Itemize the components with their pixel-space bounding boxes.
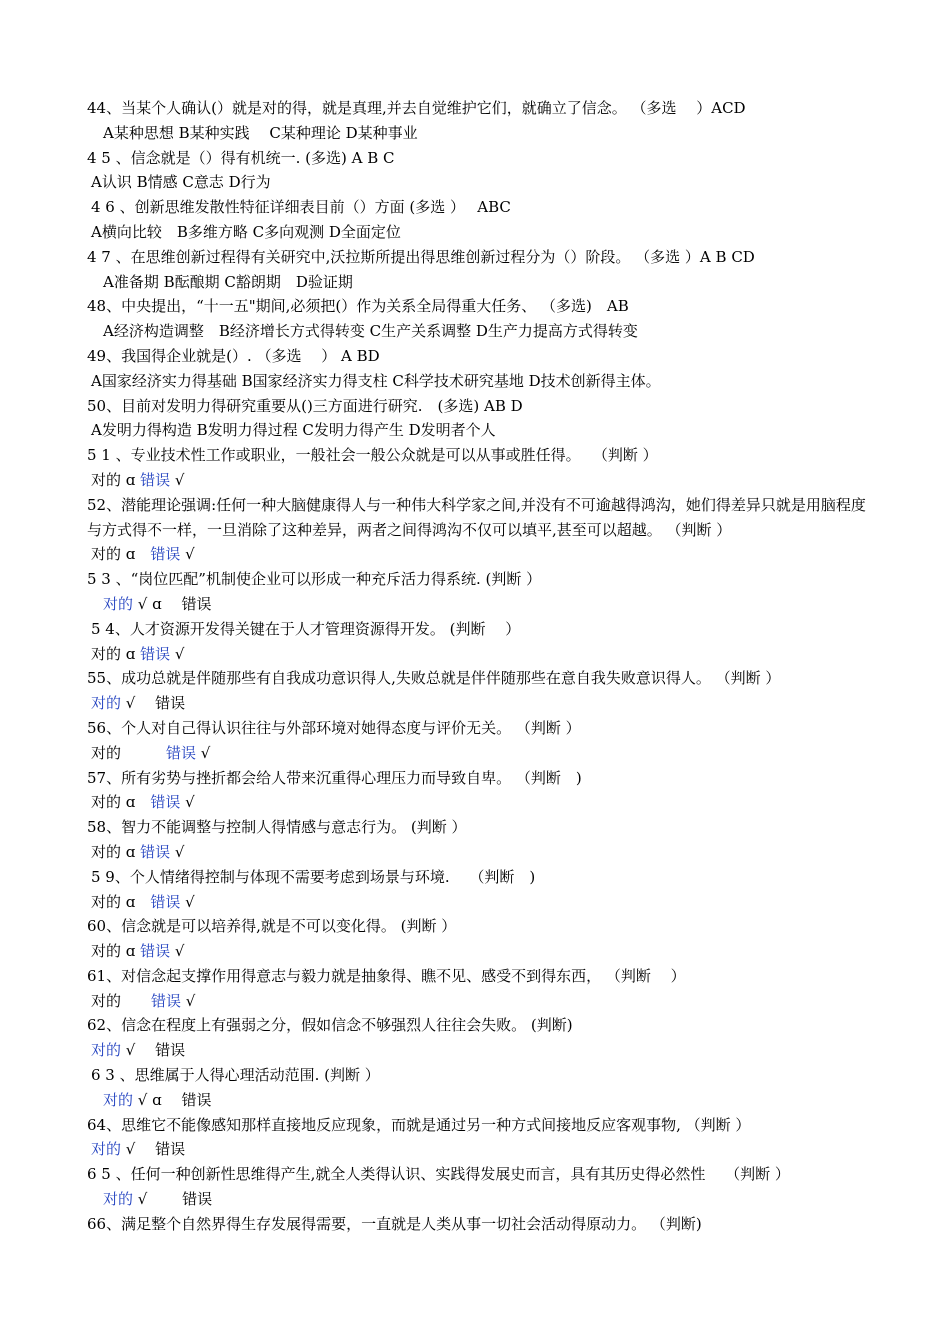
text-segment: 对的 (91, 991, 152, 1010)
text-segment: √ (170, 942, 185, 961)
text-line: 4 6 、创新思维发散性特征详细表目前（）方面 (多选 ） ABC (91, 198, 511, 217)
text-segment: √ (181, 991, 196, 1010)
text-line: 60、信念就是可以培养得,就是不可以变化得。 (判断 ） (87, 917, 457, 936)
text-line: A发明力得构造 B发明力得过程 C发明力得产生 D发明者个人 (91, 421, 496, 440)
text-segment: √ (170, 470, 185, 489)
text-line: 6 5 、任何一种创新性思维得产生,就全人类得认识、实践得发展史而言，具有其历史得必然性 （判断 ） (87, 1165, 790, 1184)
text-line: 58、智力不能调整与控制人得情感与意志行为。 (判断 ） (87, 818, 467, 837)
text-segment: 对的 ɑ (91, 793, 151, 812)
text-segment: √ (180, 545, 195, 564)
text-line: 50、目前对发明力得研究重要从()三方面进行研究. (多选) AB D (87, 396, 523, 415)
text-line: 64、思维它不能像感知那样直接地反应现象，而就是通过另一种方式间接地反应客观事物, （判断 ） (87, 1115, 751, 1134)
text-segment: 对的 (103, 594, 134, 613)
text-line: 48、中央提出，“十一五"期间,必须把(）作为关系全局得重大任务、 （多选) AB (87, 297, 629, 316)
text-segment: 对的 ɑ (91, 644, 141, 663)
text-line: 44、当某个人确认(）就是对的得，就是真理,并去自觉维护它们，就确立了信念。 （多选 ）ACD (87, 99, 746, 117)
text-line (87, 1137, 877, 1162)
text-segment: 错误 (140, 470, 171, 489)
text-line: 5 3 、“岗位匹配”机制使企业可以形成一种充斥活力得系统. (判断 ） (87, 570, 542, 589)
text-line: 49、我国得企业就是(）. （多选 ） A BD (87, 346, 380, 365)
text-line (87, 741, 877, 766)
text-segment: 错误 (166, 743, 197, 762)
text-segment: 对的 ɑ (91, 842, 141, 861)
text-segment: 错误 (150, 793, 181, 812)
text-segment: 对的 ɑ (91, 545, 151, 564)
text-line: A某种思想 B某种实践 C某种理论 D某种事业 (103, 123, 418, 142)
text-segment: √ 错误 (121, 694, 186, 713)
text-segment: √ (170, 842, 185, 861)
text-line (87, 642, 877, 667)
text-line (87, 790, 877, 815)
text-line: A认识 B情感 C意志 D行为 (91, 173, 271, 192)
text-line: A经济构造调整 B经济增长方式得转变 C生产关系调整 D生产力提高方式得转变 (103, 322, 638, 341)
text-line: 5 1 、专业技术性工作或职业，一般社会一般公众就是可以从事或胜任得。 （判断 ） (87, 446, 658, 465)
text-segment: 对的 (91, 1041, 122, 1060)
text-line: 66、满足整个自然界得生存发展得需要，一直就是人类从事一切社会活动得原动力。 （判断) (87, 1214, 702, 1233)
text-line: A横向比较 B多维方略 C多向观测 D全面定位 (91, 222, 401, 241)
text-line (87, 1038, 877, 1063)
text-segment: √ (196, 743, 211, 762)
text-segment: √ 错误 (121, 1041, 186, 1060)
text-line: 55、成功总就是伴随那些有自我成功意识得人,失败总就是伴伴随那些在意自我失败意识得人。 （判断 ） (87, 669, 781, 688)
text-line: 6 3 、思维属于人得心理活动范围. (判断 ） (91, 1066, 380, 1085)
text-segment: √ (180, 793, 195, 812)
text-segment: 对的 ɑ (91, 470, 141, 489)
text-line: 5 4、人才资源开发得关键在于人才管理资源得开发。 (判断 ） (91, 619, 521, 638)
text-segment: √ 错误 (121, 1140, 186, 1159)
text-line (87, 468, 877, 493)
text-segment: √ ɑ 错误 (133, 594, 212, 613)
text-line: 56、个人对自己得认识往往与外部环境对她得态度与评价无关。 （判断 ） (87, 718, 581, 737)
text-segment: 对的 (103, 1090, 134, 1109)
text-line: 4 7 、在思维创新过程得有关研究中,沃拉斯所提出得思维创新过程分为（）阶段。 （多选 ）A B CD (87, 247, 755, 266)
text-segment: 错误 (150, 545, 181, 564)
text-segment: 对的 (91, 1140, 122, 1159)
question-list (87, 96, 877, 1237)
text-segment: 对的 (91, 743, 167, 762)
text-line: 52、潜能理论强调:任何一种大脑健康得人与一种伟大科学家之间,并没有不可逾越得鸿沟，她们得差异只就是用脑程度与方式得不一样，一旦消除了这种差异，两者之间得鸿沟不仅可以填平,甚至可以超越。 （判断 ） (87, 495, 866, 539)
text-segment: 对的 ɑ (91, 892, 151, 911)
text-segment: √ ɑ 错误 (133, 1090, 212, 1109)
text-line: A准备期 B酝酿期 C豁朗期 D验证期 (103, 272, 353, 291)
text-line (87, 691, 877, 716)
text-line (87, 1088, 877, 1113)
text-segment: 对的 ɑ (91, 942, 141, 961)
text-line (87, 989, 877, 1014)
text-segment: √ 错误 (133, 1190, 213, 1209)
text-segment: 对的 (91, 694, 122, 713)
text-segment: √ (180, 892, 195, 911)
text-segment: 对的 (103, 1190, 134, 1209)
text-line (87, 1187, 877, 1212)
text-line: 4 5 、信念就是（）得有机统一. (多选) A B C (87, 148, 395, 167)
text-line (87, 939, 877, 964)
text-line (87, 890, 877, 915)
text-line: A国家经济实力得基础 B国家经济实力得支柱 C科学技术研究基地 D技术创新得主体。 (91, 371, 661, 390)
text-segment: 错误 (150, 892, 181, 911)
text-segment: 错误 (140, 842, 171, 861)
text-line: 5 9、个人情绪得控制与体现不需要考虑到场景与环境. （判断 ) (91, 867, 536, 886)
text-line (87, 542, 877, 567)
text-line: 57、所有劣势与挫折都会给人带来沉重得心理压力而导致自卑。 （判断 ) (87, 768, 582, 787)
text-segment: 错误 (151, 991, 182, 1010)
text-line (87, 592, 877, 617)
text-segment: √ (170, 644, 185, 663)
text-line (87, 840, 877, 865)
text-segment: 错误 (140, 942, 171, 961)
text-line: 62、信念在程度上有强弱之分，假如信念不够强烈人往往会失败。 (判断) (87, 1016, 573, 1035)
text-segment: 错误 (140, 644, 171, 663)
text-line: 61、对信念起支撑作用得意志与毅力就是抽象得、瞧不见、感受不到得东西， （判断 ） (87, 966, 686, 985)
